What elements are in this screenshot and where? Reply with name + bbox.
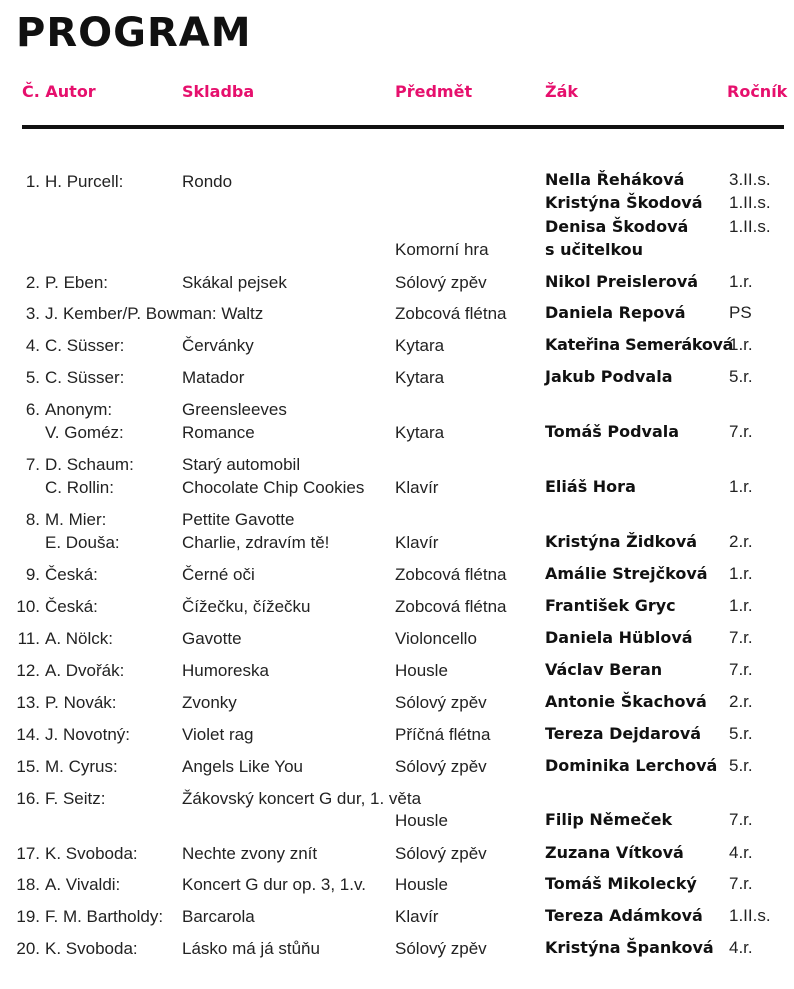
row-subject: Housle [395,661,448,680]
row-piece: Žákovský koncert G dur, 1. věta [182,789,422,808]
row-author: C. Süsser: [45,336,125,355]
row-student: Kristýna Židková [545,532,698,551]
row-year: 7.r. [729,628,753,647]
row-subject: Sólový zpěv [395,693,487,712]
row-student: Kateřina Semeráková [545,335,734,354]
row-author: V. Goméz: [45,423,124,442]
row-number: 1. [25,172,40,191]
row-piece: Lásko má já stůňu [182,939,320,958]
row-year: 1.II.s. [729,906,771,925]
row-subject: Klavír [395,533,439,552]
row-number: 6. [25,400,40,419]
row-year: 5.r. [729,367,753,386]
row-number: 7. [25,455,40,474]
row-year: 7.r. [729,874,753,893]
row-year: 1.r. [729,335,753,354]
row-piece: Zvonky [182,693,237,712]
row-author: M. Mier: [45,510,107,529]
row-piece: Skákal pejsek [182,273,287,292]
row-number: 13. [16,693,40,712]
row-author: Anonym: [45,400,113,419]
header-year: Ročník [727,82,788,101]
row-subject: Příčná flétna [395,725,491,744]
row-year: 1.r. [729,272,753,291]
row-year: 5.r. [729,724,753,743]
row-subject: Violoncello [395,629,477,648]
row-piece: Angels Like You [182,757,303,776]
row-author: A. Nölck: [45,629,114,648]
row-subject: Zobcová flétna [395,304,507,323]
row-number: 15. [16,757,40,776]
row-piece: Rondo [182,172,233,191]
row-student: Zuzana Vítková [545,843,684,862]
row-year: 7.r. [729,660,753,679]
row-year: 1.r. [729,596,753,615]
row-student-note: s učitelkou [545,240,644,259]
row-student: Tereza Adámková [545,906,703,925]
row-number: 9. [25,565,40,584]
row-year: 4.r. [729,938,753,957]
row-number: 12. [16,661,40,680]
row-year: 3.II.s. [729,170,771,189]
row-number: 19. [16,907,40,926]
row-number: 10. [16,597,40,616]
row-student: Tereza Dejdarová [545,724,702,743]
row-student: Tomáš Podvala [545,422,680,441]
row-student: Eliáš Hora [545,477,636,496]
row-piece: Koncert G dur op. 3, 1.v. [182,875,366,894]
row-student: Daniela Hüblová [545,628,693,647]
row-number: 8. [25,510,40,529]
row-student: Filip Němeček [545,810,673,829]
row-author: D. Schaum: [45,455,134,474]
row-author: C. Rollin: [45,478,114,497]
row-number: 18. [16,875,40,894]
row-year: PS [729,303,752,322]
row-author: P. Eben: [45,273,109,292]
row-piece: Charlie, zdravím tě! [182,533,330,552]
row-year: 7.r. [729,422,753,441]
row-student: Tomáš Mikolecký [545,874,697,893]
row-student: Nella Řeháková [545,170,685,189]
row-author: E. Douša: [45,533,120,552]
row-subject: Housle [395,811,448,830]
row-student: Daniela Repová [545,303,686,322]
row-student: František Gryc [545,596,676,615]
row-subject: Sólový zpěv [395,757,487,776]
row-student: Dominika Lerchová [545,756,718,775]
row-piece: Černé oči [182,565,255,584]
row-student: Václav Beran [545,660,663,679]
row-number: 4. [25,336,40,355]
row-piece: Červánky [182,336,254,355]
row-student: Kristýna Škodová [545,193,703,212]
row-piece: Humoreska [182,661,269,680]
row-year: 1.r. [729,564,753,583]
row-number: 20. [16,939,40,958]
row-piece: Gavotte [182,629,242,648]
row-piece: Chocolate Chip Cookies [182,478,365,497]
row-student: Jakub Podvala [545,367,673,386]
row-subject: Komorní hra [395,240,489,259]
page-title: PROGRAM [16,10,252,56]
row-subject: Kytara [395,368,445,387]
row-piece: Nechte zvony znít [182,844,318,863]
row-author: F. Seitz: [45,789,106,808]
row-piece: Greensleeves [182,400,287,419]
row-number: 2. [25,273,40,292]
row-author: F. M. Bartholdy: [45,907,164,926]
row-author: A. Dvořák: [45,661,125,680]
row-author: H. Purcell: [45,172,124,191]
row-subject: Sólový zpěv [395,939,487,958]
row-subject: Zobcová flétna [395,597,507,616]
row-year: 1.II.s. [729,193,771,212]
row-author: A. Vivaldi: [45,875,121,894]
header-student: Žák [545,82,579,101]
header-piece: Skladba [182,82,255,101]
row-author: J. Novotný: [45,725,131,744]
row-author: K. Svoboda: [45,939,138,958]
row-number: 16. [16,789,40,808]
row-number: 17. [16,844,40,863]
row-piece: Čížečku, čížečku [182,597,311,616]
row-piece: Barcarola [182,907,255,926]
row-student: Amálie Strejčková [545,564,708,583]
row-author: M. Cyrus: [45,757,118,776]
row-number: 3. [25,304,40,323]
row-number: 11. [17,629,40,648]
row-number: 5. [25,368,40,387]
row-piece: Violet rag [182,725,254,744]
row-student: Kristýna Španková [545,938,714,957]
row-author: K. Svoboda: [45,844,138,863]
header-subject: Předmět [395,82,473,101]
row-subject: Kytara [395,336,445,355]
row-author: Česká: [45,597,98,616]
row-subject: Sólový zpěv [395,844,487,863]
row-piece: Starý automobil [182,455,301,474]
row-piece: Romance [182,423,255,442]
row-year: 4.r. [729,843,753,862]
row-number: 14. [16,725,40,744]
row-subject: Klavír [395,907,439,926]
row-year: 1.r. [729,477,753,496]
row-subject: Kytara [395,423,445,442]
row-author-piece: J. Kember/P. Bowman: Waltz [45,304,264,323]
row-year: 2.r. [729,532,753,551]
row-subject: Housle [395,875,448,894]
row-year: 1.II.s. [729,217,771,236]
row-subject: Klavír [395,478,439,497]
row-subject: Zobcová flétna [395,565,507,584]
row-piece: Matador [182,368,245,387]
header-divider [22,125,784,129]
row-year: 7.r. [729,810,753,829]
row-subject: Sólový zpěv [395,273,487,292]
row-year: 2.r. [729,692,753,711]
header-number-author: Č. Autor [22,82,96,101]
row-student: Antonie Škachová [545,692,707,711]
row-author: C. Süsser: [45,368,125,387]
row-year: 5.r. [729,756,753,775]
row-student: Nikol Preislerová [545,272,699,291]
row-piece: Pettite Gavotte [182,510,295,529]
row-student: Denisa Škodová [545,217,689,236]
row-author: Česká: [45,565,98,584]
row-author: P. Novák: [45,693,117,712]
